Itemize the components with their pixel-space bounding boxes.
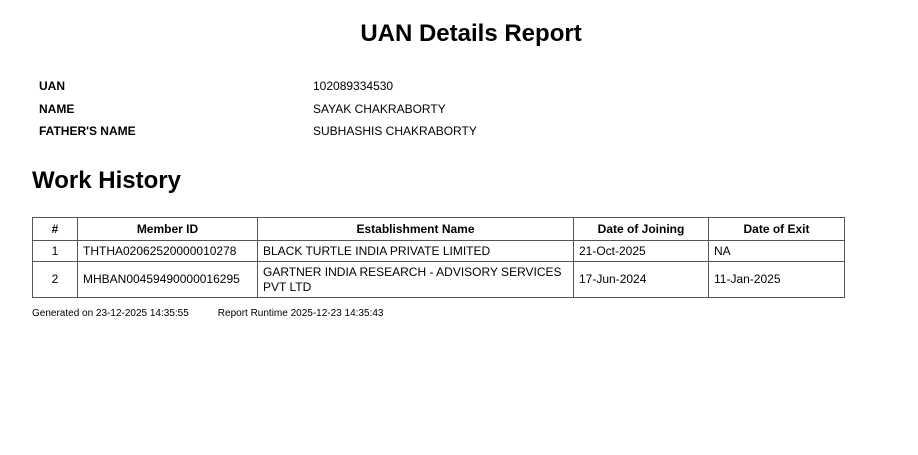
detail-row-name xyxy=(39,98,477,121)
generated-timestamp: Generated on 23-12-2025 14:35:55 xyxy=(32,308,189,319)
detail-label: NAME xyxy=(39,101,75,116)
detail-value: 102089334530 xyxy=(313,79,394,94)
date-of-joining: 17-Jun-2024 xyxy=(574,262,709,298)
uan-details xyxy=(39,75,477,143)
table-row xyxy=(33,262,845,298)
date-of-joining: 21-Oct-2025 xyxy=(574,241,709,262)
detail-label: FATHER'S NAME xyxy=(39,124,136,139)
report-title: UAN Details Report xyxy=(360,20,582,47)
member-id: MHBAN00459490000016295 xyxy=(78,262,258,298)
detail-row-fathers-name xyxy=(39,120,477,143)
row-number: 2 xyxy=(33,262,78,298)
row-number: 1 xyxy=(33,241,78,262)
work-history-title: Work History xyxy=(32,167,181,194)
member-id: THTHA02062520000010278 xyxy=(78,241,258,262)
table-header-row xyxy=(33,218,845,241)
report-footer xyxy=(32,307,383,321)
work-history-table xyxy=(32,217,845,298)
date-of-exit: 11-Jan-2025 xyxy=(709,262,845,298)
date-of-exit: NA xyxy=(709,241,845,262)
column-header-member-id: Member ID xyxy=(78,218,258,241)
column-header-date-of-exit: Date of Exit xyxy=(709,218,845,241)
column-header-date-of-joining: Date of Joining xyxy=(574,218,709,241)
column-header-establishment-name: Establishment Name xyxy=(258,218,574,241)
detail-label: UAN xyxy=(39,79,65,94)
detail-row-uan xyxy=(39,75,477,98)
table-row xyxy=(33,241,845,262)
column-header-number: # xyxy=(33,218,78,241)
report-runtime: Report Runtime 2025-12-23 14:35:43 xyxy=(217,308,384,319)
establishment-name: BLACK TURTLE INDIA PRIVATE LIMITED xyxy=(258,241,574,262)
establishment-name: GARTNER INDIA RESEARCH - ADVISORY SERVICES PVT LTD xyxy=(258,262,574,298)
detail-value: SAYAK CHAKRABORTY xyxy=(313,101,446,116)
detail-value: SUBHASHIS CHAKRABORTY xyxy=(313,124,477,139)
